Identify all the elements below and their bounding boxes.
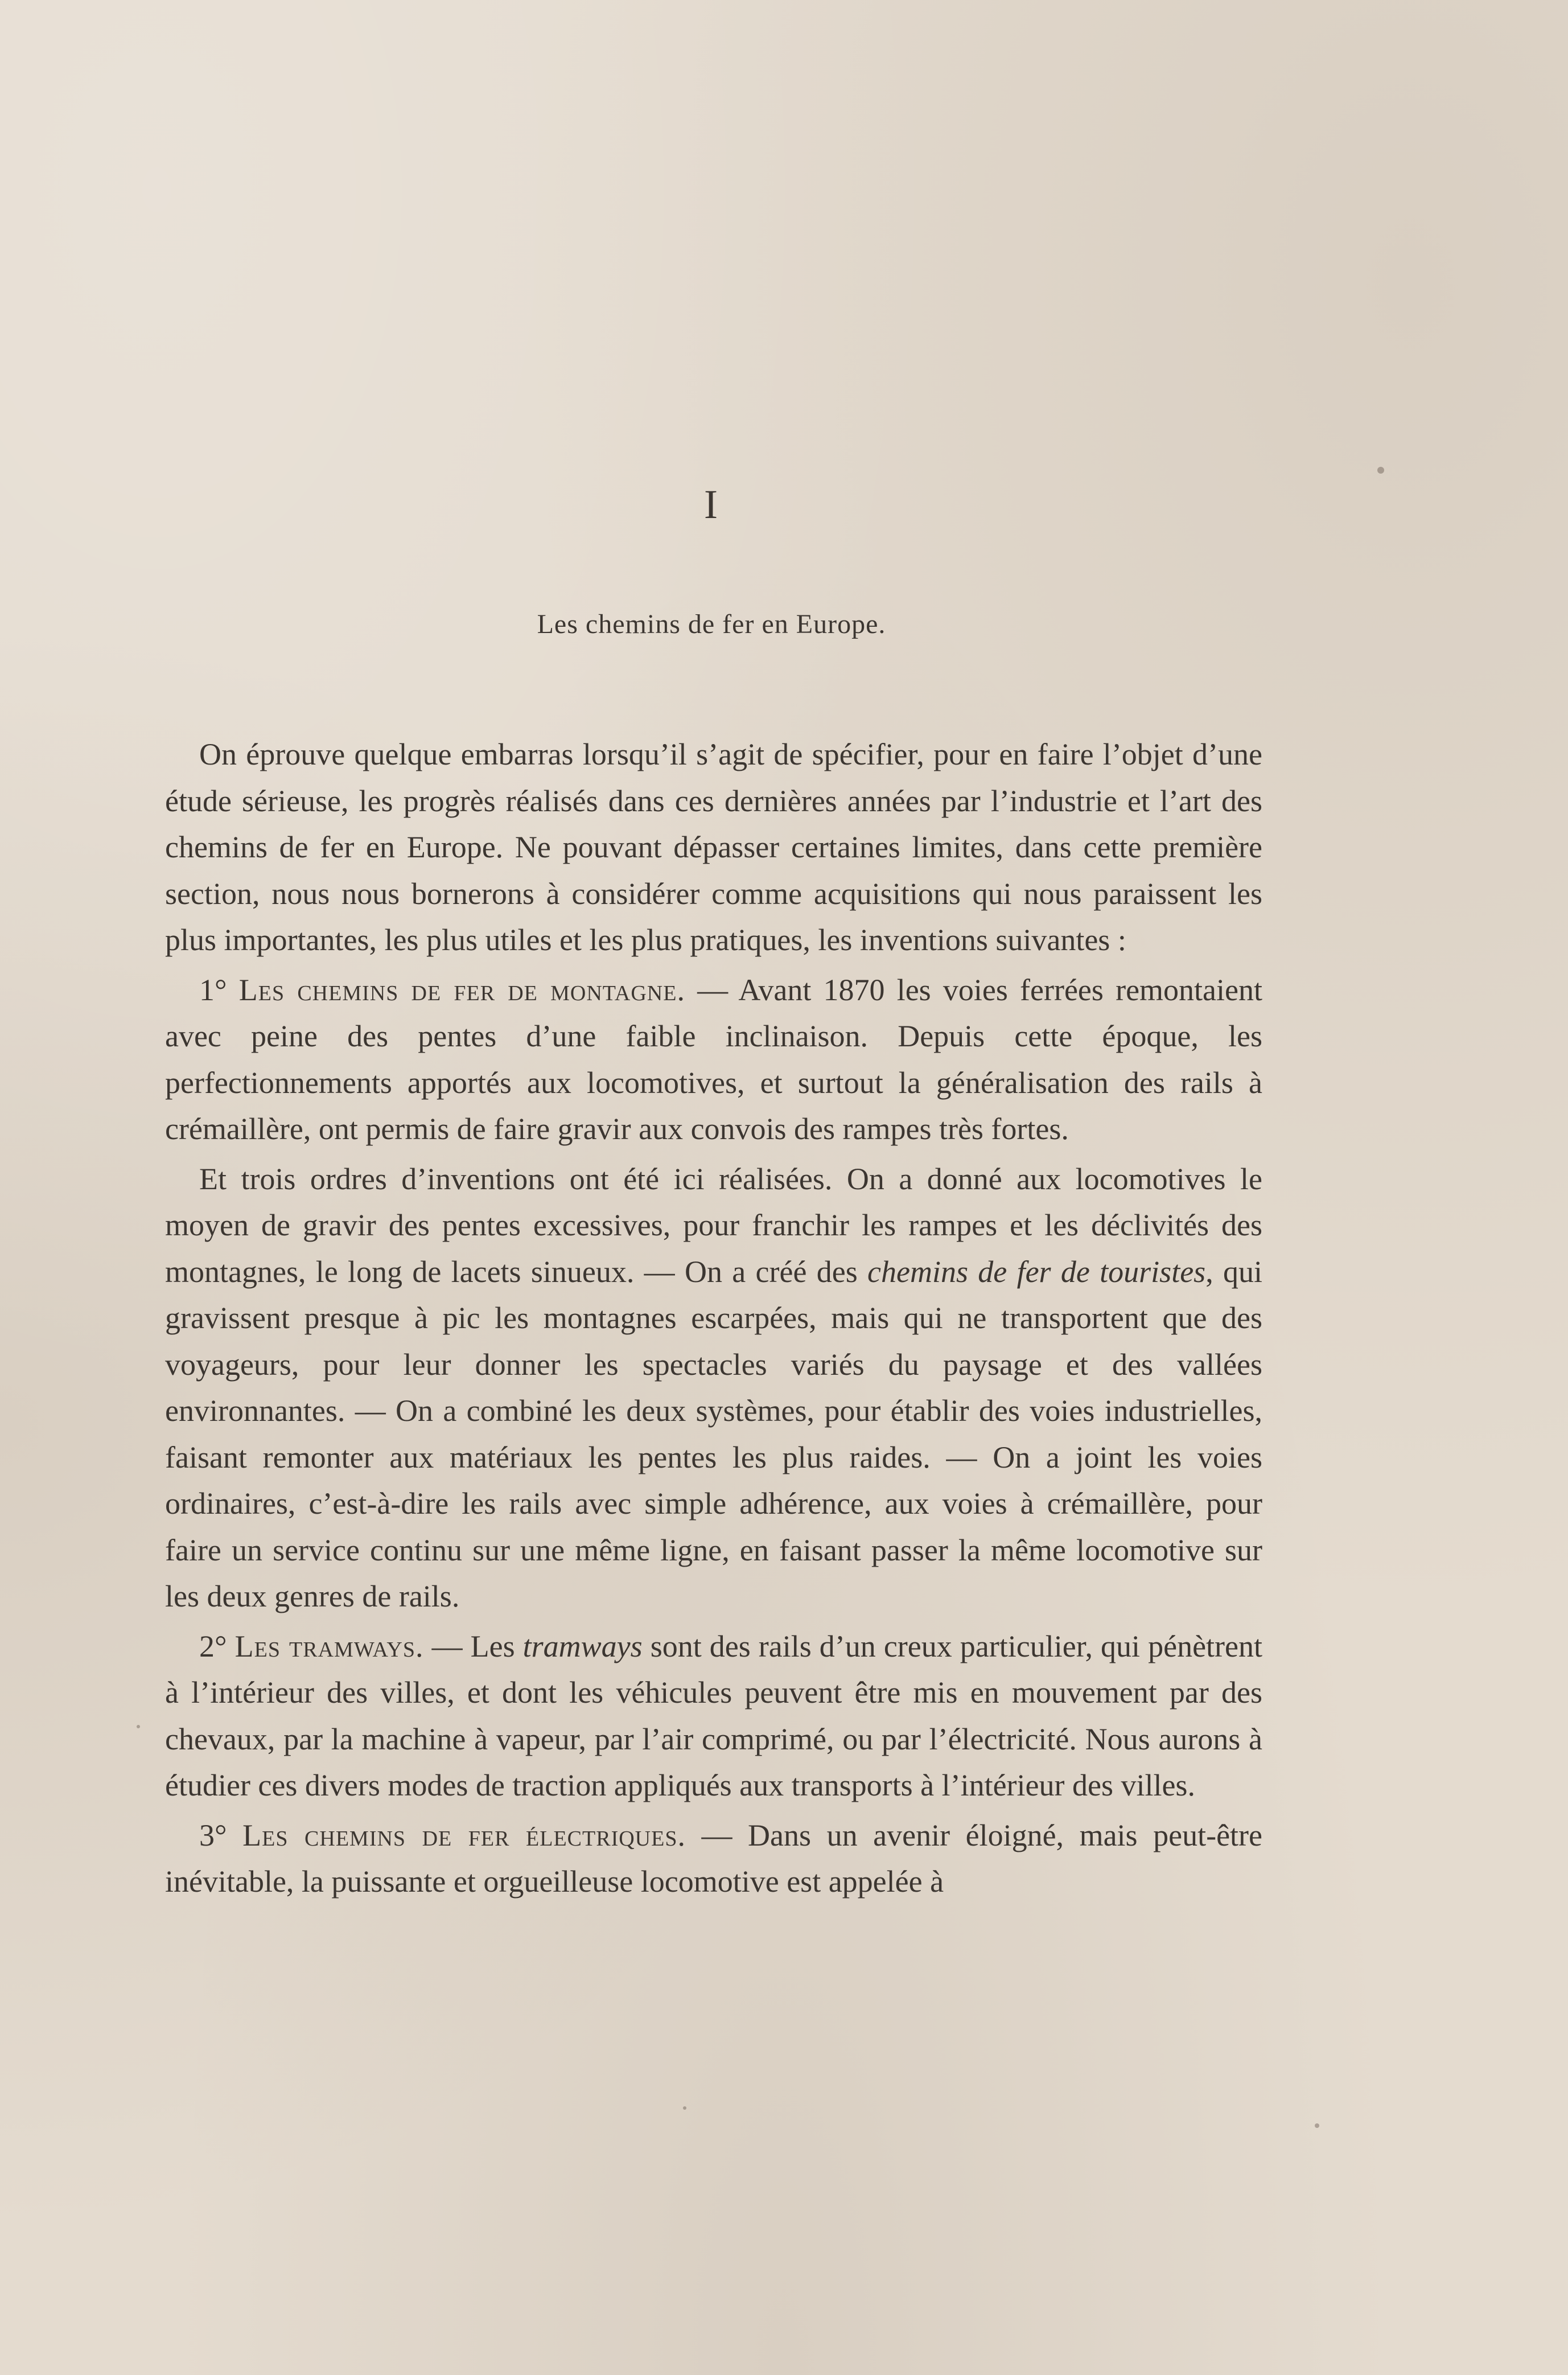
item-number: 1° xyxy=(199,972,227,1007)
chapter-title: Les chemins de fer en Europe. xyxy=(537,609,886,639)
item-electric-railways xyxy=(165,1813,1262,1905)
italic-term: chemins de fer de touristes xyxy=(867,1254,1206,1289)
intro-paragraph xyxy=(165,732,1262,964)
paper-spot xyxy=(683,2106,686,2110)
paper-spot xyxy=(1377,467,1384,474)
item-number: 3° xyxy=(199,1818,227,1852)
intro-text: On éprouve quelque embarras lorsqu’il s’agit de spécifier, pour en faire l’objet d’une étude sérieuse, les progrès réalisés dans ces dernières années par l’industrie et l’art des chemins de fer en Europe. Ne pouvant dépasser certaines limites, dans cette première section, nous nous bornerons à considérer comme acquisitions qui nous paraissent les plus importantes, les plus utiles et les plus pratiques, les inventions suivantes : xyxy=(165,737,1262,957)
inventions-paragraph xyxy=(165,1156,1262,1620)
item-text-continued: sont des rails d’un creux particulier, qui pénètrent à l’intérieur des villes, et dont les véhicules peuvent être mis en mouvement par des chevaux, par la machine à vapeur, par l’air comprimé, ou par l’électricité. Nous aurons à étudier ces divers modes de traction appliqués aux transports à l’intérieur des villes. xyxy=(165,1629,1262,1802)
item-mountain-railways xyxy=(165,967,1262,1153)
paper-spot xyxy=(137,1725,140,1728)
paper-spot xyxy=(1315,2123,1319,2128)
paragraph-text: Et trois ordres d’inventions ont été ici réalisées. On a donné aux locomotives le moyen de gravir des pentes excessives, pour franchir les rampes et les déclivités des montagnes, le long de lacets sinueux. — On a créé des xyxy=(165,1161,1262,1289)
item-text: — Les xyxy=(431,1629,515,1663)
item-number: 2° xyxy=(199,1629,227,1663)
paragraph-text-continued: , qui gravissent presque à pic les montagnes escarpées, mais qui ne transportent que des voyageurs, pour leur donner les spectacles variés du paysage et des vallées environnantes. — On a combiné les deux systèmes, pour établir des voies industrielles, faisant remonter aux matériaux les pentes les plus raides. — On a joint les voies ordinaires, c’est-à-dire les rails avec simple adhérence, aux voies à crémaillère, pour faire un service continu sur une même ligne, en faisant passer la même locomotive sur les deux genres de rails. xyxy=(165,1254,1262,1613)
item-heading: Les chemins de fer de montagne. xyxy=(238,972,685,1007)
item-tramways xyxy=(165,1624,1262,1809)
page-body xyxy=(165,732,1262,1909)
item-heading: Les tramways. xyxy=(234,1629,424,1663)
chapter-number: I xyxy=(704,482,719,527)
item-text: — Avant 1870 les voies ferrées remontaient avec peine des pentes d’une faible inclinaison. Depuis cette époque, les perfectionnements apportés aux locomotives, et surtout la généralisation des rails à crémaillère, ont permis de faire gravir aux convois des rampes très fortes. xyxy=(165,972,1262,1146)
item-heading: Les chemins de fer électriques. xyxy=(242,1818,686,1852)
italic-term: tramways xyxy=(522,1629,643,1663)
item-text: — Dans un avenir éloigné, mais peut-être inévitable, la puissante et orgueilleuse locomotive est appelée à xyxy=(165,1818,1262,1899)
